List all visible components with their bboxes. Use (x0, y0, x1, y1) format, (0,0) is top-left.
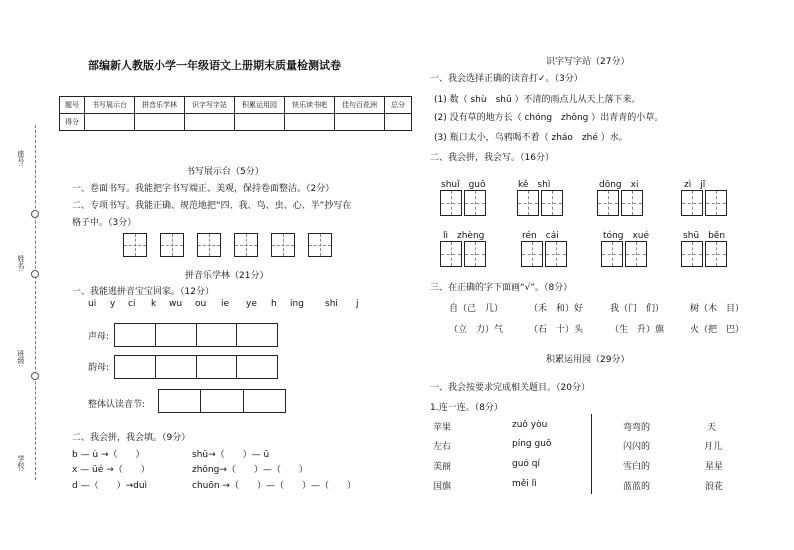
writing-grid-box[interactable] (705, 190, 727, 216)
binding-line (35, 125, 36, 480)
writing-grid-box[interactable] (705, 241, 727, 267)
match-word[interactable]: 美丽 (433, 462, 452, 472)
match-adjective[interactable]: 弯弯的 (623, 423, 651, 433)
writing-grid-box[interactable] (308, 233, 332, 257)
question-text: 一、我会选择正确的读音打✓。（3分） (430, 74, 583, 84)
fill-item[interactable]: chuōn →（ ）—（ ）—（ ） (192, 481, 356, 491)
pinyin-item: ing (290, 299, 304, 309)
writing-grid-box[interactable] (234, 233, 258, 257)
score-cell[interactable] (385, 114, 412, 131)
question-text: 二、我会拼，我会写。（16分） (430, 153, 554, 163)
pinyin-prompt: kě shì (518, 180, 551, 190)
section-title-literacy: 识字写字站（27分） (546, 57, 630, 67)
binding-hole (31, 372, 39, 380)
score-cell[interactable] (285, 114, 335, 131)
score-header: 积累运用园 (235, 97, 285, 114)
question-text: 一、我会按要求完成相关题目。（20分） (430, 383, 590, 393)
score-header: 拼音乐学林 (135, 97, 185, 114)
pinyin-prompt: lì zhèng (443, 231, 485, 241)
pinyin-prompt: rén cái (522, 231, 559, 241)
choice-sentence[interactable]: (3) 瓶口太小，乌鸦喝不着（ zháo zhé ）水。 (434, 133, 628, 143)
match-adjective[interactable]: 闪闪的 (623, 442, 651, 452)
score-cell[interactable] (85, 114, 135, 131)
choose-item[interactable]: 树（木 目） (690, 304, 745, 314)
question-text: 二、专项书写。我能正确、规范地把“四、我、鸟、虫、心、半”抄写在 (72, 201, 352, 211)
match-pinyin[interactable]: zuǒ yòu (512, 420, 548, 430)
writing-grid-box[interactable] (123, 233, 147, 257)
score-row-label: 得分 (60, 114, 85, 131)
score-header: 快乐读书吧 (285, 97, 335, 114)
choose-item[interactable]: （生 升）旗 (610, 325, 665, 335)
binding-hole (31, 210, 39, 218)
writing-grid-box[interactable] (271, 233, 295, 257)
match-noun[interactable]: 月儿 (704, 442, 723, 452)
writing-grid-box[interactable] (681, 241, 703, 267)
pinyin-item: k (151, 299, 157, 309)
writing-grid-box[interactable] (160, 233, 184, 257)
match-noun[interactable]: 浪花 (705, 482, 724, 492)
finals-answer-grid[interactable] (114, 355, 278, 379)
pinyin-item: ou (195, 299, 207, 309)
section-title-pinyin: 拼音乐学林（21分） (185, 271, 269, 281)
match-noun[interactable]: 星星 (705, 462, 724, 472)
match-pinyin[interactable]: guó qí (512, 459, 540, 469)
score-header: 识字写字站 (185, 97, 235, 114)
pinyin-item: y (110, 299, 116, 309)
match-word[interactable]: 苹果 (433, 423, 452, 433)
writing-grid-box[interactable] (621, 190, 643, 216)
score-cell[interactable] (135, 114, 185, 131)
pinyin-item: ye (246, 299, 257, 309)
pinyin-item: h (271, 299, 277, 309)
writing-grid-box[interactable] (601, 241, 623, 267)
writing-grid-box[interactable] (597, 190, 619, 216)
fill-item[interactable]: b — ù →（ ） (72, 450, 145, 460)
question-text: 二、我会拼，我会填。（9分） (72, 433, 191, 443)
choose-item[interactable]: （立 力）气 (449, 325, 504, 335)
finals-label: 韵母: (88, 363, 110, 373)
class-label: 班级: (17, 350, 25, 367)
page-title: 部编新人教版小学一年级语文上册期末质量检测试卷 (88, 59, 341, 72)
section-title-writing: 书写展示台（5分） (186, 167, 264, 177)
question-text: 一、卷面书写。我能把字书写端正、美观，保持卷面整洁。（2分） (72, 184, 335, 194)
initials-label: 声母: (88, 332, 110, 342)
question-text: 格子中。（3分） (72, 218, 137, 228)
writing-grid-box[interactable] (541, 190, 563, 216)
match-adjective[interactable]: 雪白的 (623, 462, 651, 472)
pinyin-item: j (356, 299, 359, 309)
school-label: 学校: (17, 455, 25, 472)
writing-grid-box[interactable] (545, 241, 567, 267)
writing-grid-box[interactable] (464, 241, 486, 267)
writing-grid-box[interactable] (681, 190, 703, 216)
writing-grid-box[interactable] (521, 241, 543, 267)
writing-grid-box[interactable] (197, 233, 221, 257)
score-header: 书写展示台 (85, 97, 135, 114)
name-label: 姓名: (17, 255, 25, 272)
pinyin-item: wu (169, 299, 183, 309)
score-table (59, 96, 412, 131)
score-cell[interactable] (335, 114, 385, 131)
whole-syllable-label: 整体认读音节: (88, 400, 146, 410)
pinyin-prompt: shuǐ guǒ (441, 180, 486, 190)
section-title-accumulation: 积累运用园（29分） (546, 355, 630, 365)
question-text: 三、在正确的字下面画“√”。（8分） (430, 283, 573, 293)
choose-item[interactable]: 我（门 们） (610, 304, 665, 314)
score-cell[interactable] (185, 114, 235, 131)
choice-sentence[interactable]: (1) 数（ shù shǔ ）不清的雨点儿从天上落下来。 (434, 95, 641, 105)
writing-grid-box[interactable] (464, 190, 486, 216)
pinyin-prompt: tóng xué (603, 231, 650, 241)
score-cell[interactable] (235, 114, 285, 131)
choice-sentence[interactable]: (2) 没有草的地方长（ chóng zhǒng ）出青青的小草。 (434, 113, 664, 123)
binding-hole (31, 270, 39, 278)
pinyin-item: ci (128, 299, 136, 309)
choose-item[interactable]: （禾 和）好 (529, 304, 584, 314)
pinyin-item: shi (325, 299, 338, 309)
choose-item[interactable]: 自（己 几） (449, 304, 504, 314)
match-pinyin[interactable]: měi lì (512, 479, 537, 489)
initials-answer-grid[interactable] (114, 323, 278, 347)
score-header: 总分 (385, 97, 412, 114)
question-text: 一、我能逃拼音宝宝回家。（12分） (72, 287, 214, 297)
match-word[interactable]: 左右 (433, 442, 452, 452)
pinyin-item: ui (88, 299, 97, 309)
question-subtitle: 1.连一连。（8分） (430, 403, 503, 413)
choose-item[interactable]: （石 十）头 (529, 325, 584, 335)
fill-item[interactable]: shū→（ ）— ū (192, 450, 270, 460)
score-header: 题号 (60, 97, 85, 114)
match-adjective[interactable]: 蓝蓝的 (623, 482, 651, 492)
pinyin-prompt: shū běn (683, 231, 726, 241)
score-header: 佳句百花洲 (335, 97, 385, 114)
writing-grid-box[interactable] (625, 241, 647, 267)
match-word[interactable]: 国旗 (433, 482, 452, 492)
fill-item[interactable]: zhōng→（ ）—（ ） (192, 465, 308, 475)
writing-grid-box[interactable] (440, 190, 462, 216)
pinyin-item: ie (221, 299, 230, 309)
writing-grid-box[interactable] (517, 190, 539, 216)
match-noun[interactable]: 天 (707, 423, 717, 433)
fill-item[interactable]: x — üé →（ ） (72, 465, 150, 475)
column-divider (591, 414, 592, 494)
seat-number-label: 座号: (17, 150, 25, 167)
whole-syllable-answer-grid[interactable] (158, 389, 286, 413)
match-pinyin[interactable]: píng guǒ (512, 439, 552, 449)
fill-item[interactable]: d —（ ）→duì (72, 481, 148, 491)
choose-item[interactable]: 火（把 巴） (690, 325, 745, 335)
pinyin-prompt: dōng xi (599, 180, 639, 190)
writing-grid-box[interactable] (440, 241, 462, 267)
pinyin-prompt: zì jǐ (684, 180, 706, 190)
